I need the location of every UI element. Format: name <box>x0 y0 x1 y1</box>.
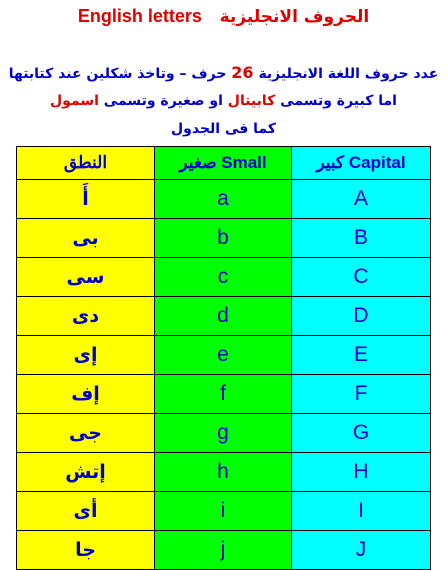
capital-letter-cell: C <box>292 258 431 297</box>
capital-letter-cell: D <box>292 297 431 336</box>
letter-count: 26 <box>231 63 254 82</box>
table-row <box>17 414 431 453</box>
capital-letter-cell: J <box>292 531 431 570</box>
letters-table <box>16 146 431 570</box>
pronunciation-cell: سى <box>17 258 155 297</box>
intro-line1-a: عدد حروف اللغة الانجليزية <box>258 66 439 82</box>
small-letter-cell: h <box>155 453 292 492</box>
small-letter-cell: d <box>155 297 292 336</box>
intro-line2-b: او صغيرة وتسمى <box>103 93 223 109</box>
table-row <box>17 492 431 531</box>
small-letter-cell: g <box>155 414 292 453</box>
pronunciation-cell: إى <box>17 336 155 375</box>
pronunciation-cell: بى <box>17 219 155 258</box>
title-english: English letters <box>77 6 202 26</box>
header-capital: كبير Capital <box>292 147 431 180</box>
pronunciation-cell: إف <box>17 375 155 414</box>
table-header-row <box>17 147 431 180</box>
table-row <box>17 180 431 219</box>
pronunciation-cell: أى <box>17 492 155 531</box>
small-letter-cell: i <box>155 492 292 531</box>
table-row <box>17 336 431 375</box>
capital-letter-cell: A <box>292 180 431 219</box>
small-letter-cell: j <box>155 531 292 570</box>
table-row <box>17 219 431 258</box>
small-letter-cell: b <box>155 219 292 258</box>
pronunciation-cell: إتش <box>17 453 155 492</box>
header-small: صغير Small <box>155 147 292 180</box>
pronunciation-cell: أَ <box>17 180 155 219</box>
small-letter-cell: a <box>155 180 292 219</box>
capital-letter-cell: G <box>292 414 431 453</box>
pronunciation-cell: جا <box>17 531 155 570</box>
capital-letter-cell: B <box>292 219 431 258</box>
capital-letter-cell: F <box>292 375 431 414</box>
page-title <box>0 6 447 27</box>
table-row <box>17 258 431 297</box>
capital-letter-cell: I <box>292 492 431 531</box>
small-term: اسمول <box>50 93 99 109</box>
header-pronunciation: النطق <box>17 147 155 180</box>
intro-line-3: كما فى الجدول <box>171 121 276 137</box>
intro-line-2 <box>0 93 447 109</box>
capital-term: كابيتال <box>227 93 276 109</box>
table-row <box>17 453 431 492</box>
capital-letter-cell: E <box>292 336 431 375</box>
table-row <box>17 531 431 570</box>
pronunciation-cell: جى <box>17 414 155 453</box>
table-row <box>17 297 431 336</box>
table-row <box>17 375 431 414</box>
capital-letter-cell: H <box>292 453 431 492</box>
intro-line1-b: حرف – وتاخذ شكلين عند كتابتها <box>8 66 227 82</box>
intro-line-1 <box>0 63 447 82</box>
small-letter-cell: e <box>155 336 292 375</box>
small-letter-cell: c <box>155 258 292 297</box>
small-letter-cell: f <box>155 375 292 414</box>
pronunciation-cell: دى <box>17 297 155 336</box>
intro-line2-a: اما كبيرة وتسمى <box>280 93 397 109</box>
title-arabic: الحروف الانجليزية <box>219 7 370 27</box>
